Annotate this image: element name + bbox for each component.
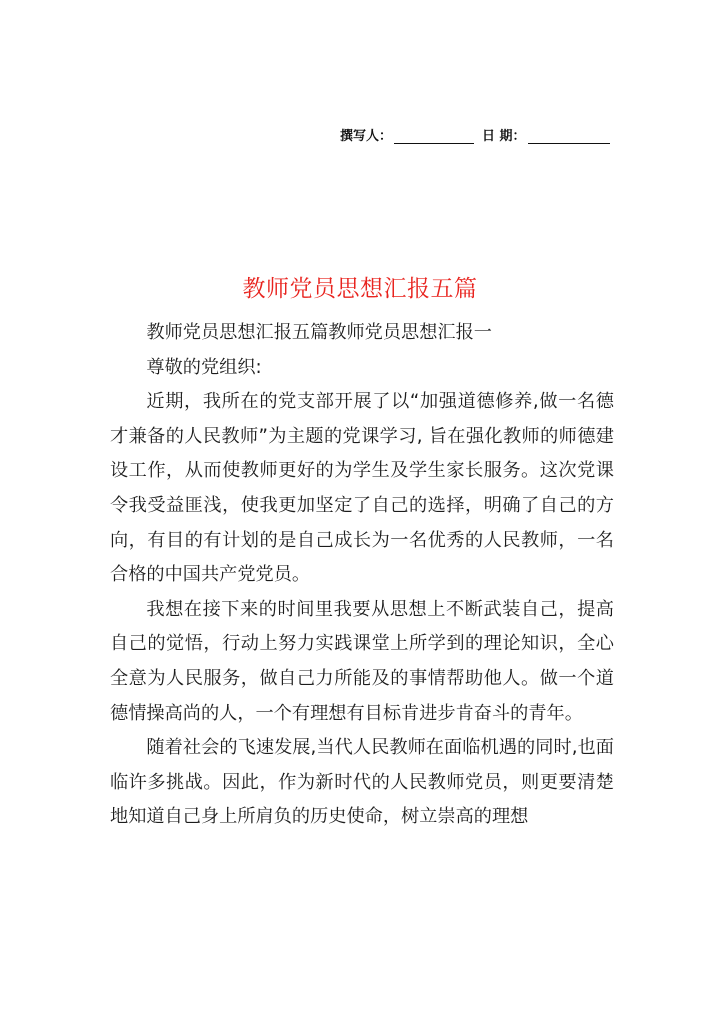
body-paragraph: 近期，我所在的党支部开展了以“加强道德修养,做一名德才兼备的人民教师”为主题的党课学习, 旨在强化教师的师德建设工作，从而使教师更好的为学生及学生家长服务。这次党课令我受益匪浅，使我更加坚定了自己的选择，明确了自己的方向，有目的有计划的是自己成长为一名优秀的人民教师，一名合格的中国共产党党员。 [110, 391, 614, 586]
author-label: 撰写人： [340, 129, 393, 144]
salutation: 尊敬的党组织: [146, 356, 262, 378]
author-blank-line [394, 129, 474, 144]
byline [340, 124, 612, 144]
body-paragraph: 随着社会的飞速发展,当代人民教师在面临机遇的同时,也面临许多挑战。因此，作为新时代的人民教师党员，则更要清楚地知道自己身上所肩负的历史使命，树立崇高的理想 [110, 737, 614, 828]
subtitle-line: 教师党员思想汇报五篇教师党员思想汇报一 [146, 322, 492, 343]
body-paragraph: 我想在接下来的时间里我要从思想上不断武装自己，提高自己的觉悟，行动上努力实践课堂上所学到的理论知识，全心全意为人民服务，做自己力所能及的事情帮助他人。做一个道德情操高尚的人，一个有理想有目标肯进步肯奋斗的青年。 [110, 598, 614, 724]
document-body [110, 316, 614, 835]
date-blank-line [528, 129, 610, 144]
document-title: 教师党员思想汇报五篇 [242, 276, 478, 302]
date-label: 日 期： [482, 129, 526, 144]
